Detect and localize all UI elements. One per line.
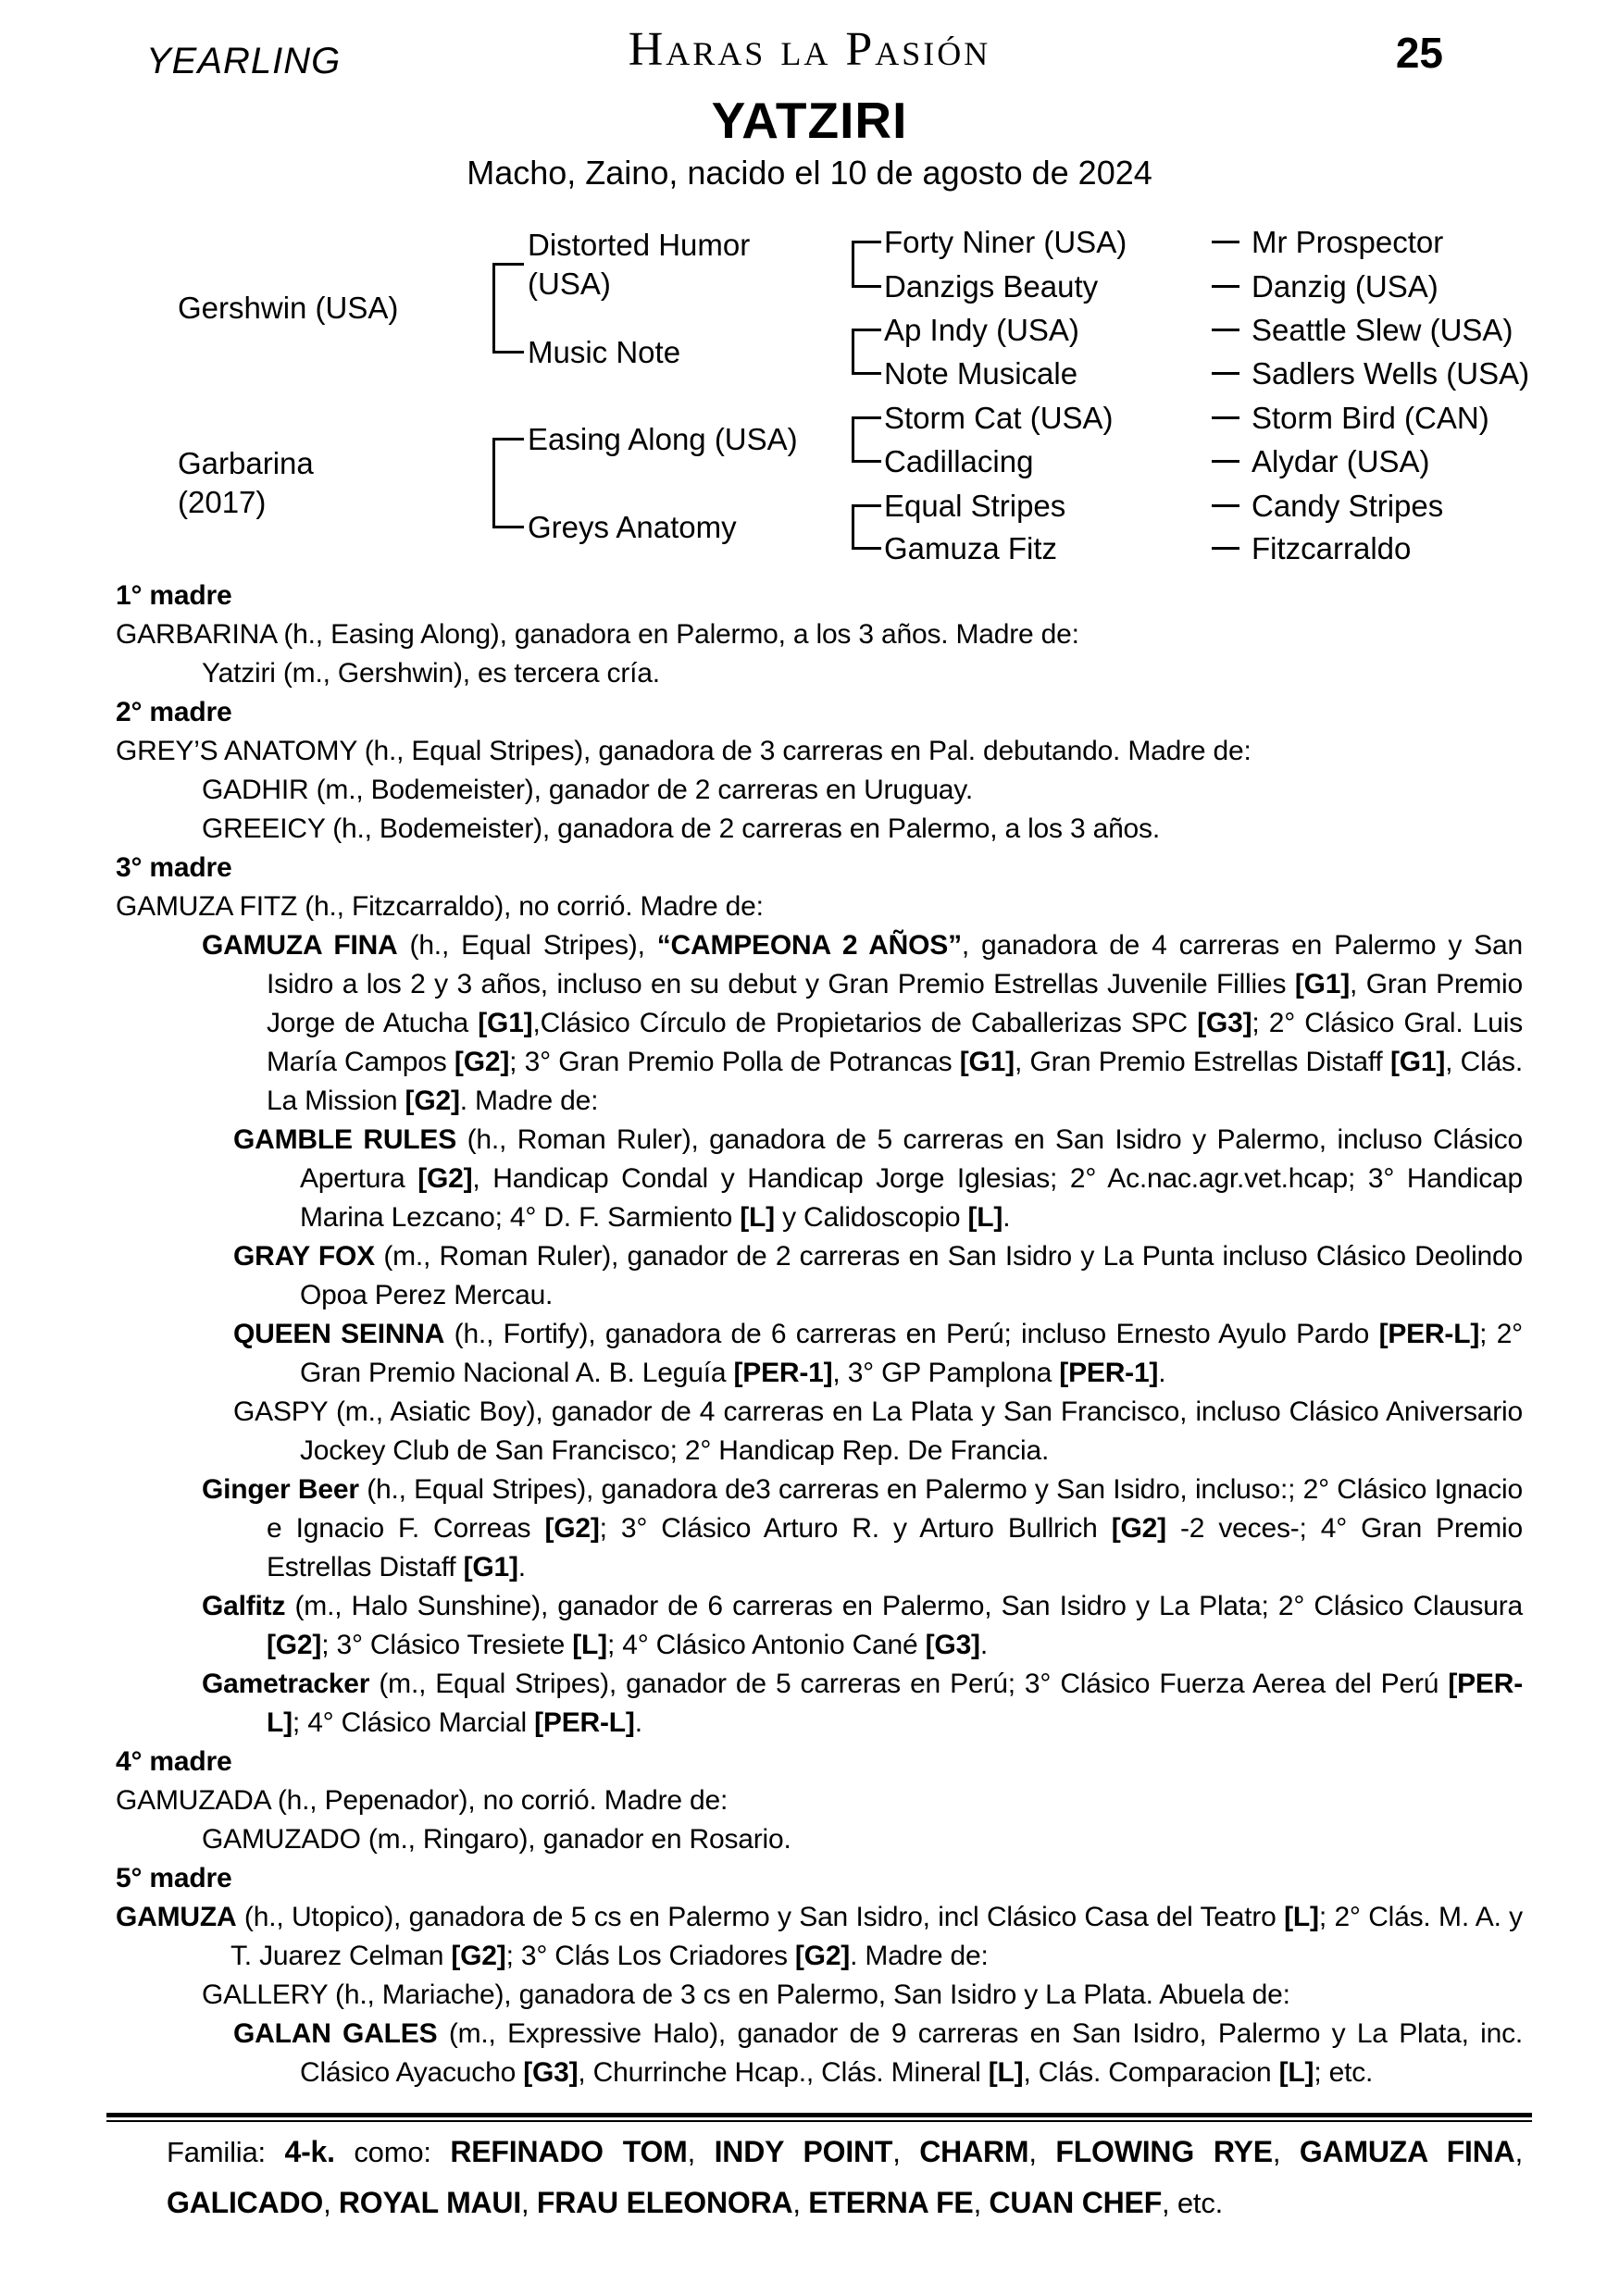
note-paragraph: Ginger Beer (h., Equal Stripes), ganadora de3 carreras en Palermo y San Isidro, incluso:; 2° Clásico Ignacio e Ignacio F. Correas [G2]; 3° Clásico Arturo R. y Arturo Bullrich [G2] -2 veces-; 4° Gran Premio Estrellas Distaff [G1]. — [202, 1474, 1523, 1582]
pedigree-bracket-line — [852, 416, 854, 463]
pedigree-chart — [106, 222, 1597, 592]
note-paragraph: GAMUZA (h., Utopico), ganadora de 5 cs en Palermo y San Isidro, incl Clásico Casa del Teatro [L]; 2° Clás. M. A. y T. Juarez Celman [G2]; 3° Clás Los Criadores [G2]. Madre de: — [116, 1902, 1523, 1971]
pedigree-bracket-line — [852, 329, 854, 375]
pedigree-dash-line — [1212, 285, 1239, 288]
pedigree-bracket-line — [492, 263, 524, 266]
madre-heading: 2° madre — [116, 697, 232, 727]
family-note-line: Familia: 4-k. como: REFINADO TOM, INDY POINT, CHARM, FLOWING RYE, GAMUZA FINA, — [167, 2135, 1523, 2168]
madre-heading: 1° madre — [116, 580, 232, 611]
family-note-line: GALICADO, ROYAL MAUI, FRAU ELEONORA, ETERNA FE, CUAN CHEF, etc. — [167, 2186, 1224, 2219]
pedigree-grandparent: Distorted Humor (USA) — [528, 228, 751, 301]
note-paragraph: Galfitz (m., Halo Sunshine), ganador de 6 carreras en Palermo, San Isidro y La Plata; 2° Clásico Clausura [G2]; 3° Clásico Tresiete [L]; 4° Clásico Antonio Cané [G3]. — [202, 1591, 1523, 1660]
pedigree-bracket-line — [852, 372, 881, 375]
pedigree-great-grandparent: Forty Niner (USA) — [884, 225, 1127, 259]
note-paragraph: GARBARINA (h., Easing Along), ganadora en Palermo, a los 3 años. Madre de: — [116, 619, 1079, 650]
pedigree-dash-line — [1212, 241, 1239, 243]
note-paragraph: GALLERY (h., Mariache), ganadora de 3 cs en Palermo, San Isidro y La Plata. Abuela de: — [202, 1980, 1290, 2010]
pedigree-bracket-line — [852, 241, 854, 288]
note-paragraph: GADHIR (m., Bodemeister), ganador de 2 carreras en Uruguay. — [202, 775, 973, 805]
pedigree-gg-grandparent: Mr Prospector — [1252, 225, 1444, 259]
family-footer — [116, 2113, 1523, 2224]
pedigree-dash-line — [1212, 504, 1239, 507]
pedigree-bracket-line — [852, 504, 881, 507]
pedigree-great-grandparent: Danzigs Beauty — [884, 269, 1099, 304]
pedigree-gg-grandparent: Candy Stripes — [1252, 489, 1444, 523]
pedigree-dam: Garbarina (2017) — [178, 446, 314, 519]
note-paragraph: GAMUZA FINA (h., Equal Stripes), “CAMPEONA 2 AÑOS”, ganadora de 4 carreras en Palermo y San Isidro a los 2 y 3 años, incluso en su debut y Gran Premio Estrellas Juvenile Fillies [G1], Gran Premio Jorge de Atucha [G1],Clásico Círculo de Propietarios de Caballerizas SPC [G3]; 2° Clásico Gral. Luis María Campos [G2]; 3° Gran Premio Polla de Potrancas [G1], Gran Premio Estrellas Distaff [G1], Clás. La Mission [G2]. Madre de: — [202, 930, 1523, 1116]
pedigree-great-grandparent: Cadillacing — [884, 444, 1034, 478]
note-paragraph: GREY’S ANATOMY (h., Equal Stripes), ganadora de 3 carreras en Pal. debutando. Madre de: — [116, 736, 1252, 766]
pedigree-bracket-line — [492, 438, 495, 528]
pedigree-bracket-line — [492, 263, 495, 354]
pedigree-gg-grandparent: Danzig (USA) — [1252, 269, 1438, 304]
note-paragraph: Yatziri (m., Gershwin), es tercera cría. — [202, 658, 660, 689]
pedigree-bracket-line — [852, 329, 881, 331]
madre-heading: 4° madre — [116, 1746, 232, 1777]
note-paragraph: Gametracker (m., Equal Stripes), ganador de 5 carreras en Perú; 3° Clásico Fuerza Aerea del Perú [PER-L]; 4° Clásico Marcial [PER-L]. — [202, 1669, 1523, 1738]
pedigree-bracket-line — [492, 351, 524, 354]
pedigree-dash-line — [1212, 329, 1239, 331]
note-paragraph: GRAY FOX (m., Roman Ruler), ganador de 2 carreras en San Isidro y La Punta incluso Clásico Deolindo Opoa Perez Mercau. — [233, 1241, 1523, 1310]
note-paragraph: QUEEN SEINNA (h., Fortify), ganadora de 6 carreras en Perú; incluso Ernesto Ayulo Pardo [PER-L]; 2° Gran Premio Nacional A. B. Leguía [PER-1], 3° GP Pamplona [PER-1]. — [233, 1319, 1523, 1388]
page-number: 25 — [1395, 29, 1443, 77]
pedigree-text-block — [116, 577, 1523, 2092]
brand-title: Haras la Pasión — [628, 23, 991, 76]
note-paragraph: GAMUZADA (h., Pepenador), no corrió. Madre de: — [116, 1785, 729, 1816]
madre-heading: 5° madre — [116, 1863, 232, 1893]
pedigree-dash-line — [1212, 416, 1239, 419]
note-paragraph: GALAN GALES (m., Expressive Halo), ganador de 9 carreras en San Isidro, Palermo y La Plata, inc. Clásico Ayacucho [G3], Churrinche Hcap., Clás. Mineral [L], Clás. Comparacion [L]; etc. — [233, 2018, 1524, 2088]
note-paragraph: GASPY (m., Asiatic Boy), ganador de 4 carreras en La Plata y San Francisco, incluso Clásico Aniversario Jockey Club de San Francisco; 2° Handicap Rep. De Francia. — [233, 1396, 1523, 1466]
pedigree-dash-line — [1212, 460, 1239, 463]
page-content — [116, 577, 1523, 2224]
pedigree-great-grandparent: Note Musicale — [884, 356, 1078, 391]
pedigree-gg-grandparent: Sadlers Wells (USA) — [1252, 356, 1530, 391]
note-paragraph: GAMUZA FITZ (h., Fitzcarraldo), no corrió. Madre de: — [116, 891, 764, 922]
pedigree-grandparent: Greys Anatomy — [528, 510, 737, 544]
pedigree-bracket-line — [492, 526, 524, 528]
pedigree-dash-line — [1212, 372, 1239, 375]
pedigree-gg-grandparent: Fitzcarraldo — [1252, 531, 1412, 565]
pedigree-bracket-line — [852, 460, 881, 463]
pedigree-great-grandparent: Storm Cat (USA) — [884, 401, 1114, 435]
madre-heading: 3° madre — [116, 852, 232, 883]
pedigree-great-grandparent: Equal Stripes — [884, 489, 1066, 523]
note-paragraph: GREEICY (h., Bodemeister), ganadora de 2 carreras en Palermo, a los 3 años. — [202, 813, 1160, 844]
pedigree-gg-grandparent: Alydar (USA) — [1252, 444, 1430, 478]
pedigree-bracket-line — [492, 438, 524, 441]
pedigree-bracket-line — [852, 547, 881, 550]
pedigree-bracket-line — [852, 416, 881, 419]
pedigree-great-grandparent: Ap Indy (USA) — [884, 313, 1079, 347]
pedigree-grandparent: Music Note — [528, 335, 681, 369]
footer-divider — [106, 2113, 1532, 2122]
pedigree-gg-grandparent: Seattle Slew (USA) — [1252, 313, 1513, 347]
pedigree-bracket-line — [852, 241, 881, 243]
pedigree-sire: Gershwin (USA) — [178, 291, 399, 325]
pedigree-grandparent: Easing Along (USA) — [528, 422, 798, 456]
horse-details: Macho, Zaino, nacido el 10 de agosto de 2024 — [467, 154, 1152, 192]
pedigree-bracket-line — [852, 285, 881, 288]
pedigree-bracket-line — [852, 504, 854, 550]
pedigree-dash-line — [1212, 547, 1239, 550]
pedigree-gg-grandparent: Storm Bird (CAN) — [1252, 401, 1489, 435]
note-paragraph: GAMBLE RULES (h., Roman Ruler), ganadora de 5 carreras en San Isidro y Palermo, incluso Clásico Apertura [G2], Handicap Condal y Handicap Jorge Iglesias; 2° Ac.nac.agr.vet.hcap; 3° Handicap Marina Lezcano; 4° D. F. Sarmiento [L] y Calidoscopio [L]. — [233, 1124, 1524, 1233]
horse-name: YATZIRI — [711, 92, 908, 149]
note-paragraph: GAMUZADO (m., Ringaro), ganador en Rosario. — [202, 1824, 791, 1855]
pedigree-great-grandparent: Gamuza Fitz — [884, 531, 1058, 565]
section-label: YEARLING — [146, 41, 342, 81]
